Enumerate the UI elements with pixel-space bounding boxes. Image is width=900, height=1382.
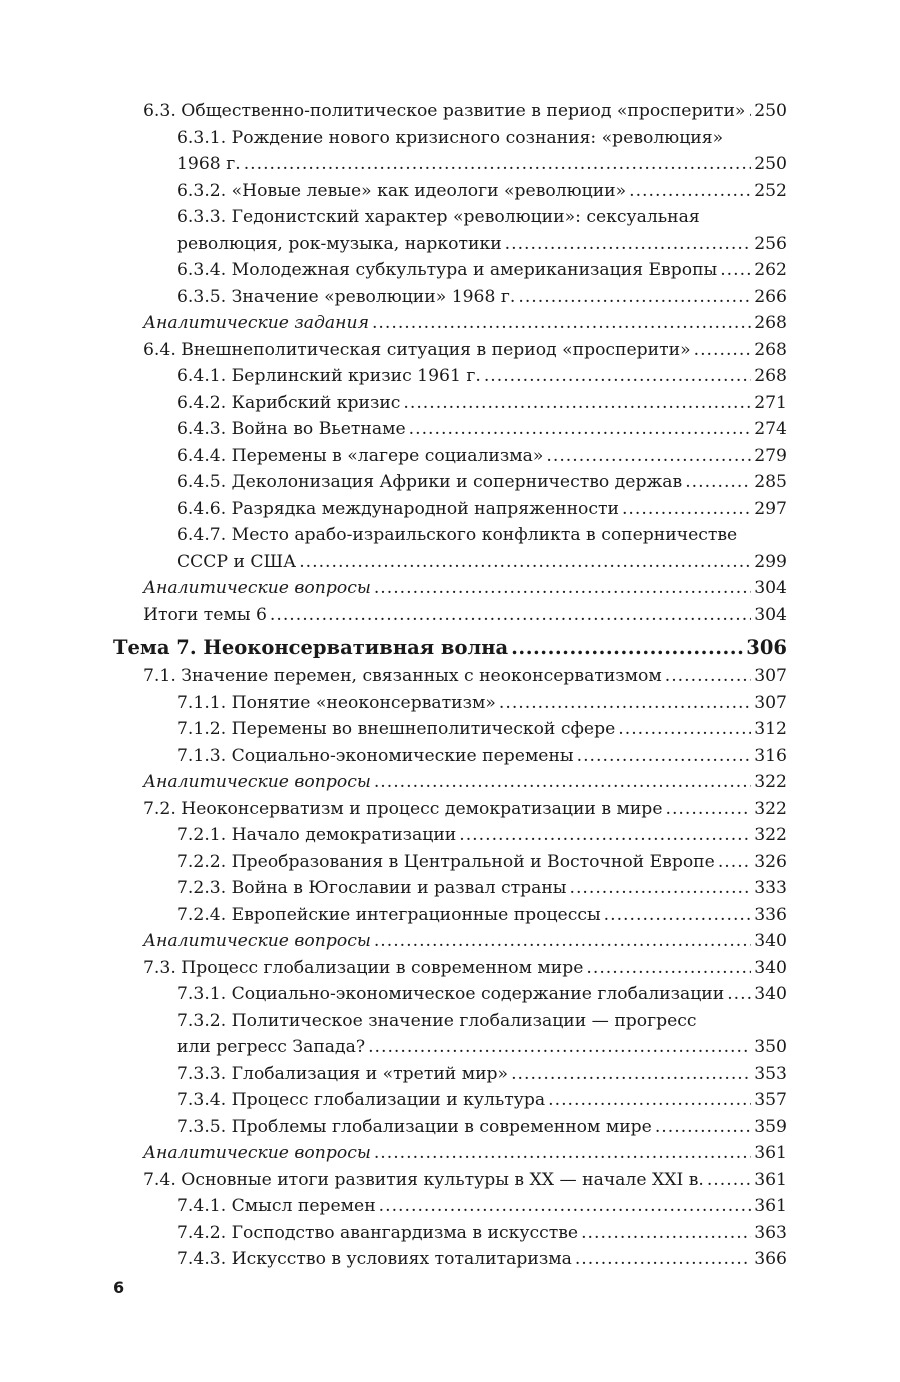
toc-entry-title: 7.2.1. Начало демократизации [177,825,457,845]
toc-entry-page: 361 [754,1143,787,1163]
toc-entry[interactable] [113,125,787,178]
toc-leader-dots [374,928,751,955]
toc-entry-title: 6.4.4. Перемены в «лагере социализма» [177,445,544,466]
toc-entry[interactable] [113,955,787,982]
toc-leader-dots [655,1114,751,1141]
toc-entry[interactable] [113,1220,787,1247]
toc-entry-page: 312 [754,719,787,739]
toc-leader-dots [707,1167,751,1194]
toc-leader-dots [484,363,751,390]
toc-entry[interactable] [113,1114,787,1141]
toc-leader-dots [718,849,751,876]
toc-entry-title: Аналитические задания [143,313,369,333]
toc-entry-page: 340 [754,957,787,978]
toc-entry-title: 7.1.1. Понятие «неоконсерватизм» [177,692,496,713]
toc-entry[interactable] [113,522,787,575]
toc-entry[interactable] [113,443,787,470]
toc-entry-page: 322 [754,825,787,845]
toc-entry-page: 353 [754,1063,787,1084]
toc-entry-title: 6.4. Внешнеполитическая ситуация в период «просперити» [143,339,691,360]
toc-leader-dots [511,1061,751,1088]
toc-entry-title: 7.1.3. Социально-экономические перемены [177,745,574,766]
toc-leader-dots [586,955,751,982]
toc-leader-dots [403,390,751,417]
toc-entry-page: 299 [754,551,787,572]
toc-leader-dots [685,469,751,496]
toc-entry-title-line: 6.4.7. Место арабо-израильского конфликта в соперничестве [177,525,738,545]
toc-entry-title: или регресс Запада? [177,1037,366,1057]
toc-leader-dots [548,1087,751,1114]
toc-entry[interactable] [113,849,787,876]
toc-leader-dots [374,575,751,602]
toc-entry-title: СССР и США [177,551,297,572]
toc-entry[interactable] [113,1140,787,1167]
toc-entry[interactable] [113,575,787,602]
toc-leader-dots [546,443,751,470]
toc-entry[interactable] [113,1193,787,1220]
toc-entry-page: 361 [754,1196,787,1216]
toc-leader-dots [694,337,752,364]
toc-entry-title: 7.1. Значение перемен, связанных с неоконсерватизмом [143,666,662,686]
toc-leader-dots [244,151,752,178]
toc-entry-page: 366 [754,1249,787,1269]
toc-entry[interactable] [113,469,787,496]
toc-entry-title: 6.4.5. Деколонизация Африки и соперничество держав [177,472,683,492]
toc-entry-title: 7.2.3. Война в Югославии и развал страны [177,878,567,898]
toc-entry-title: 6.4.1. Берлинский кризис 1961 г. [177,366,481,386]
toc-entry[interactable] [113,690,787,717]
toc-leader-dots [666,796,752,823]
toc-topic-title: Тема 7. Неоконсервативная волна [113,636,509,659]
toc-entry-page: 333 [754,878,787,898]
toc-entry[interactable] [113,178,787,205]
toc-entry-page: 326 [754,851,787,872]
toc-entry[interactable] [113,310,787,337]
toc-entry-title: 7.1.2. Перемены во внешнеполитической сфере [177,719,616,739]
toc-entry-title: 7.3.5. Проблемы глобализации в современном мире [177,1116,652,1137]
toc-entry-page: 262 [754,260,787,280]
toc-entry-title: революция, рок-музыка, наркотики [177,233,502,254]
toc-entry-page: 274 [754,419,787,439]
toc-entry-title: 7.3.3. Глобализация и «третий мир» [177,1063,509,1084]
toc-entry[interactable] [113,981,787,1008]
toc-entry[interactable] [113,204,787,257]
toc-entry-page: 250 [754,101,787,121]
toc-leader-dots [622,496,751,523]
toc-entry-page: 357 [754,1090,787,1110]
toc-entry[interactable] [113,337,787,364]
toc-entry[interactable] [113,363,787,390]
toc-entry-title: Аналитические вопросы [143,772,371,792]
toc-leader-dots [379,1193,752,1220]
toc-entry[interactable] [113,1246,787,1273]
toc-entry[interactable] [113,769,787,796]
toc-entry-title: 7.3. Процесс глобализации в современном мире [143,957,584,978]
toc-entry-title: 7.2.2. Преобразования в Центральной и Восточной Европе [177,851,715,872]
toc-entry[interactable] [113,390,787,417]
toc-leader-dots [569,875,751,902]
toc-entry-page: 268 [754,339,787,360]
toc-entry-page: 350 [754,1037,787,1057]
toc-entry-title: 6.4.2. Карибский кризис [177,392,401,413]
toc-entry-page: 359 [754,1116,787,1137]
toc-entry-page: 336 [754,904,787,925]
toc-entry-page: 271 [754,392,787,413]
toc-entry-page: 297 [754,498,787,519]
toc-entry-page: 268 [754,366,787,386]
toc-entry[interactable] [113,602,787,629]
toc-entry-title: 7.4. Основные итоги развития культуры в XX — начале XXI в. [143,1169,704,1190]
toc-entry-title: 6.3.2. «Новые левые» как идеологи «революции» [177,180,627,201]
toc-entry[interactable] [113,496,787,523]
toc-entry-title: Итоги темы 6 [143,604,267,625]
toc-leader-dots [499,690,751,717]
toc-entry-title: 7.4.1. Смысл перемен [177,1196,376,1216]
toc-entry-page: 250 [754,154,787,174]
toc-entry-page: 285 [754,472,787,492]
toc-leader-dots [299,549,751,576]
toc-leader-dots [409,416,752,443]
toc-entry-title: Аналитические вопросы [143,578,371,598]
toc-leader-dots [459,822,751,849]
toc-entry[interactable] [113,822,787,849]
toc-entry[interactable] [113,663,787,690]
toc-entry-title: 7.2. Неоконсерватизм и процесс демократизации в мире [143,798,663,819]
toc-entry-page: 304 [754,578,787,598]
toc-entry-page: 266 [754,286,787,307]
toc-entry-page: 256 [754,233,787,254]
toc-topic-page: 306 [746,636,787,659]
toc-entry-title: 7.4.3. Искусство в условиях тоталитаризма [177,1249,572,1269]
toc-entry-title-line: 6.3.3. Гедонистский характер «революции»: сексуальная [177,207,700,227]
toc-entry-page: 304 [754,604,787,625]
table-of-contents [113,98,787,1273]
toc-leader-dots [511,632,743,663]
toc-topic-heading[interactable] [113,632,787,663]
toc-entry-title: 6.3.5. Значение «революции» 1968 г. [177,286,516,307]
toc-leader-dots [575,1246,751,1273]
toc-entry-title: 6.4.6. Разрядка международной напряженности [177,498,619,519]
toc-entry[interactable] [113,716,787,743]
toc-entry-title: 6.4.3. Война во Вьетнаме [177,419,406,439]
toc-leader-dots [629,178,751,205]
toc-leader-dots [720,257,751,284]
page-number: 6 [113,1278,125,1297]
toc-leader-dots [368,1034,751,1061]
toc-entry-page: 363 [754,1222,787,1243]
toc-leader-dots [372,310,751,337]
toc-entry[interactable] [113,1087,787,1114]
toc-entry-page: 361 [754,1169,787,1190]
toc-entry-title-line: 6.3.1. Рождение нового кризисного сознания: «революция» [177,127,724,148]
toc-entry[interactable] [113,928,787,955]
toc-entry-title: 7.4.2. Господство авангардизма в искусстве [177,1222,579,1243]
toc-entry-page: 316 [754,745,787,766]
toc-entry-title: 7.2.4. Европейские интеграционные процессы [177,904,601,925]
toc-entry[interactable] [113,875,787,902]
toc-entry-title: 7.3.1. Социально-экономическое содержание глобализации [177,984,725,1004]
toc-leader-dots [270,602,751,629]
toc-entry[interactable] [113,98,787,125]
toc-leader-dots [505,231,752,258]
toc-leader-dots [374,769,751,796]
toc-entry-title: Аналитические вопросы [143,931,371,951]
toc-entry-page: 307 [754,692,787,713]
toc-leader-dots [618,716,751,743]
toc-entry-page: 268 [754,313,787,333]
toc-entry-title: Аналитические вопросы [143,1143,371,1163]
toc-entry-title: 6.3. Общественно-политическое развитие в период «просперити» [143,101,746,121]
toc-entry-title-line: 7.3.2. Политическое значение глобализации — прогресс [177,1010,697,1031]
toc-entry-title: 7.3.4. Процесс глобализации и культура [177,1090,546,1110]
toc-leader-dots [577,743,752,770]
toc-leader-dots [727,981,751,1008]
toc-entry[interactable] [113,902,787,929]
toc-entry-page: 340 [754,931,787,951]
toc-leader-dots [665,663,751,690]
toc-entry[interactable] [113,1061,787,1088]
toc-entry-page: 322 [754,772,787,792]
toc-entry[interactable] [113,743,787,770]
toc-entry[interactable] [113,796,787,823]
toc-entry-title: 6.3.4. Молодежная субкультура и американизация Европы [177,260,718,280]
toc-entry-page: 307 [754,666,787,686]
toc-entry-page: 252 [754,180,787,201]
toc-leader-dots [374,1140,751,1167]
toc-leader-dots [748,98,751,125]
toc-entry-title: 1968 г. [177,154,241,174]
toc-entry[interactable] [113,284,787,311]
toc-entry[interactable] [113,257,787,284]
toc-entry-page: 279 [754,445,787,466]
toc-entry[interactable] [113,416,787,443]
toc-entry[interactable] [113,1008,787,1061]
toc-leader-dots [581,1220,751,1247]
toc-entry-page: 340 [754,984,787,1004]
toc-leader-dots [604,902,752,929]
toc-entry[interactable] [113,1167,787,1194]
toc-entry-page: 322 [754,798,787,819]
toc-leader-dots [518,284,751,311]
